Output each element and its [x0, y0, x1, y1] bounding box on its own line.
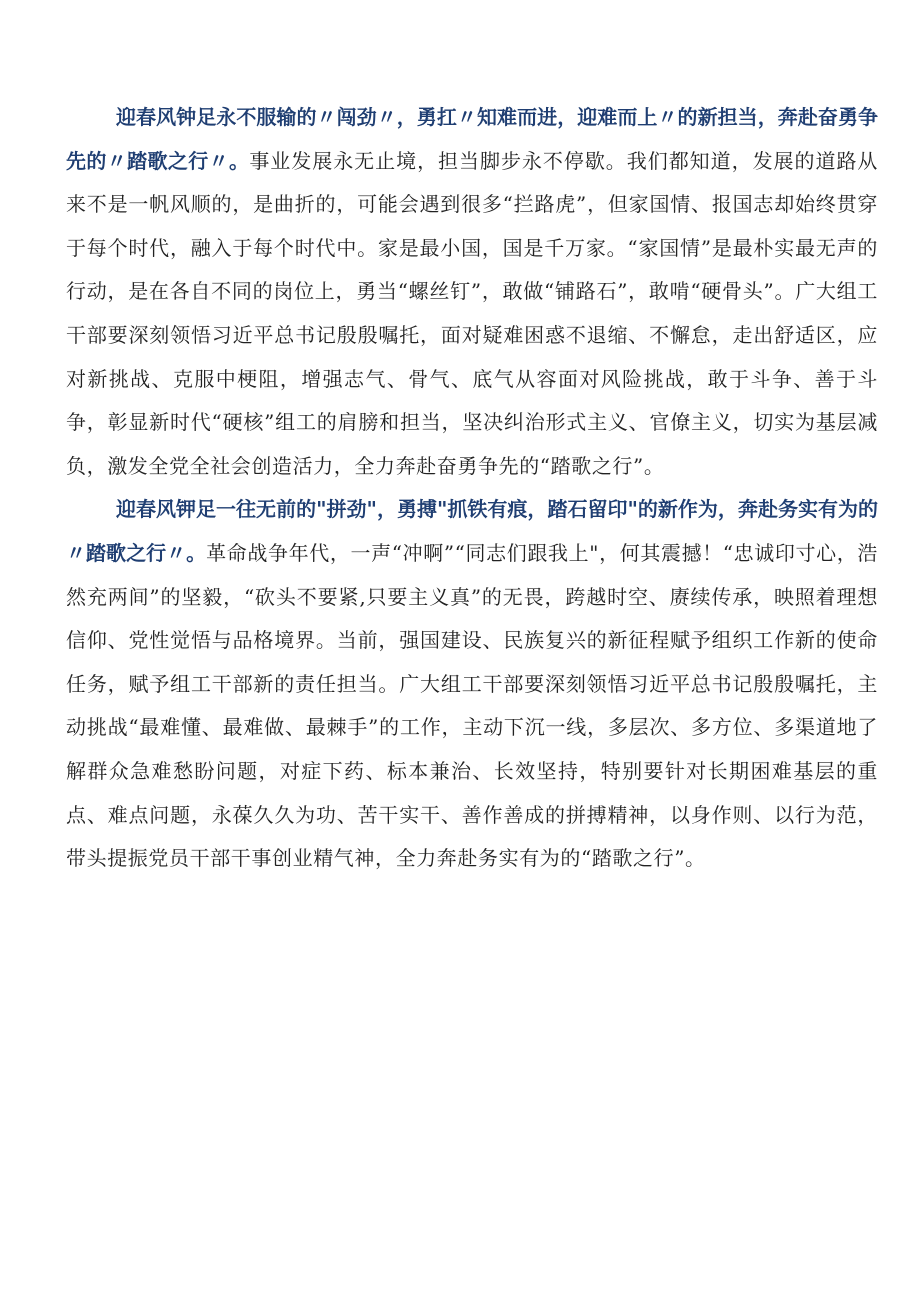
paragraph-1-body: 事业发展永无止境，担当脚步永不停歇。我们都知道，发展的道路从来不是一帆风顺的，是曲折的，可能会遇到很多“拦路虎”，但家国情、报国志却始终贯穿于每个时代，融入于每个时代中。家是最小国，国是千万家。“家国情”是最朴实最无声的行动，是在各自不同的岗位上，勇当“螺丝钉”，敢做“铺路石”，敢啃“硬骨头”。广大组工干部要深刻领悟习近平总书记殷殷嘱托，面对疑难困惑不退缩、不懈怠，走出舒适区，应对新挑战、克服中梗阻，增强志气、骨气、底气从容面对风险挑战，敢于斗争、善于斗争，彰显新时代“硬核”组工的肩膀和担当，坚决纠治形式主义、官僚主义，切实为基层减负，激发全党全社会创造活力，全力奔赴奋勇争先的“踏歌之行”。 — [66, 148, 879, 478]
paragraph-2 — [66, 488, 878, 880]
document-page — [66, 96, 878, 881]
paragraph-1-lead: 迎春风钟足永不服输的〃闯劲〃，勇扛〃知难而进，迎难而上〃的新担当，奔赴奋勇争先的〃踏歌之行〃。 — [66, 105, 878, 173]
paragraph-1 — [66, 96, 878, 488]
paragraph-2-body: 革命战争年代，一声“冲啊”“同志们跟我上"，何其震撼！“忠诚印寸心，浩然充两间”的坚毅，“砍头不要紧,只要主义真”的无畏，跨越时空、赓续传承，映照着理想信仰、党性觉悟与品格境界。当前，强国建设、民族复兴的新征程赋予组织工作新的使命任务，赋予组工干部新的责任担当。广大组工干部要深刻领悟习近平总书记殷殷嘱托，主动挑战“最难懂、最难做、最棘手”的工作，主动下沉一线，多层次、多方位、多渠道地了解群众急难愁盼问题，对症下药、标本兼治、长效坚持，特别要针对长期困难基层的重点、难点问题，永葆久久为功、苦干实干、善作善成的拼搏精神，以身作则、以行为范，带头提振党员干部干事创业精气神，全力奔赴务实有为的“踏歌之行”。 — [66, 540, 878, 871]
paragraph-2-lead: 迎春风钾足一往无前的"拼劲"，勇搏"抓铁有痕，踏石留印"的新作为，奔赴务实有为的〃踏歌之行〃。 — [66, 497, 878, 565]
